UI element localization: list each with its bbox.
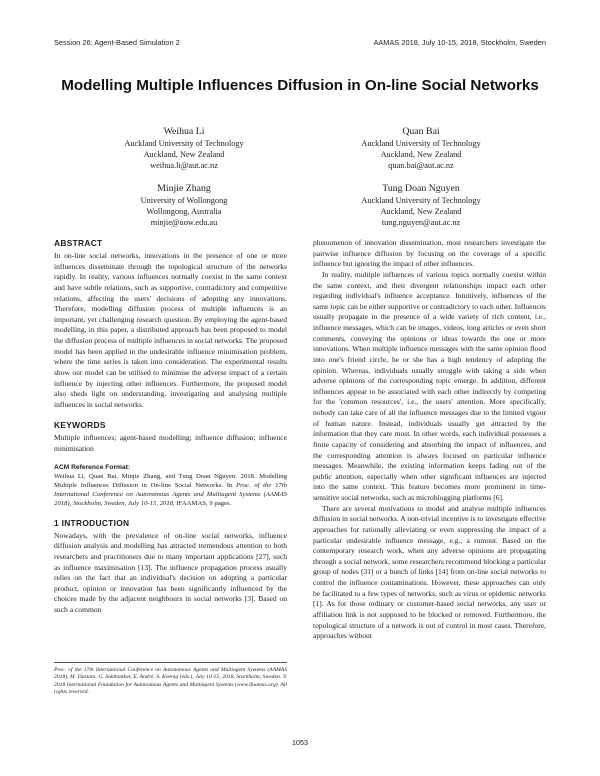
author-block bbox=[311, 182, 531, 228]
author-email: weihua.li@aut.ac.nz bbox=[150, 161, 218, 170]
paper-title: Modelling Multiple Influences Diffusion in On-line Social Networks bbox=[61, 77, 539, 94]
running-header-session: Session 26: Agent-Based Simulation 2 bbox=[54, 38, 180, 47]
acm-reference-tail: IFAAMAS, 9 pages. bbox=[174, 499, 232, 507]
acm-reference-authors: Weihua Li, Quan Bai, Minjie Zhang, and Tung Doan Nguyen. 2018. Modelling Multiple Influences Diffusion in On-line Social Networks. In bbox=[54, 472, 287, 489]
author-block bbox=[74, 182, 294, 228]
author-name: Minjie Zhang bbox=[157, 183, 211, 194]
body-paragraph: In reality, multiple influences of various topics normally coexist within the same context, and their divergent relationships impact each other regarding individual's influence acceptance. Intuitively, influences of the same topic can be either supportive or contradictory to each other. Influences usually propagate in the presence of a wide variety of rich content, i.e., influence messages, which can be images, videos, long articles or even short comments, conveying the opinions or ideas towards the one or more innovations. When multiple influence messages with the same opinion flood into one's friend circle, he or she has a high tendency of adopting the opinion. Whereas, individuals usually struggle with taking a side when adverse opinions of the corresponding topic emerge. In addition, different influences appear to be associated with each other indirectly by competing for the 'common resources', i.e., the users' attention. More specifically, nobody can take care of all the influence messages due to the limited vigour of human nature. Instead, individuals usually get attracted by the information that they care most. In other words, each individual possesses a finite capacity of considering and absorbing the impact of influences, and the corresponding attention is always focused on particular influence messages. Meanwhile, the existing information keeps fading out of the public attention, especially when other significant influences are injected into the same context. This feature becomes more prominent in time-sensitive social networks, such as microblogging platforms [6]. bbox=[313, 269, 546, 502]
left-column bbox=[54, 238, 287, 616]
right-column bbox=[313, 238, 546, 642]
author-affiliation: University of Wollongong bbox=[140, 196, 228, 205]
introduction-heading: 1 INTRODUCTION bbox=[54, 517, 130, 528]
author-affiliation: Auckland University of Technology bbox=[361, 139, 481, 148]
author-block bbox=[311, 125, 531, 171]
author-location: Auckland, New Zealand bbox=[143, 150, 225, 159]
acm-reference-proceedings: Proc. of the 17th International Conference on Autonomous Agents and Multiagent Systems (AAMAS 2018), Stockholm, Sweden, July 10-15, 2018, bbox=[54, 481, 287, 507]
author-affiliation: Auckland University of Technology bbox=[124, 139, 244, 148]
body-paragraph: There are several motivations to model and analyse multiple influences diffusion in social networks. A non-trivial incentive is to investigate effective approaches for rationally alleviating or even suppressing the impact of a particular undesirable influence message, e.g., a rumour. Based on the contemporary research work, when any adverse opinions are propagating through a social network, some researchers recommend blocking a particular group of nodes [31] or a bunch of links [14] from on-line social networks to control the influence contaminations. However, these approaches can only be facilitated to a few types of networks, such as virus or epidemic networks [1]. As for those ordinary or customer-based social networks, any user or affiliation link is not supposed to be blocked or removed. Furthermore, the topological structure of a network is out of control in most cases. Therefore, approaches without bbox=[313, 503, 546, 641]
author-email: tung.nguyen@aut.ac.nz bbox=[381, 218, 461, 227]
introduction-paragraph: Nowadays, with the prevalence of on-line social networks, influence diffusion analysis and modelling has attracted tremendous attention to both researchers and practitioners due to many important applications [27], such as influence maximisation [13]. The influence propagation process usually relies on the fact that an individual's decision on adopting a particular product, opinion or innovation has been significantly influenced by the choices made by the adjacent neighbours in social networks [3]. Based on such a common bbox=[54, 530, 287, 614]
abstract-heading: ABSTRACT bbox=[54, 238, 103, 248]
author-name: Tung Doan Nguyen bbox=[382, 183, 460, 194]
author-block bbox=[74, 125, 294, 171]
keywords-heading: KEYWORDS bbox=[54, 420, 106, 431]
author-location: Wollongong, Australia bbox=[146, 207, 222, 216]
author-location: Auckland, New Zealand bbox=[380, 207, 462, 216]
author-email: minjie@uow.edu.au bbox=[150, 218, 218, 227]
footnote: Proc. of the 17th International Conference on Autonomous Agents and Multiagent Systems (AAMAS 2018), M. Dastani, G. Sukthankar, E. André, S. Koenig (eds.), July 10-15, 2018, Stockholm, Sweden. © 2018 International Foundation for Autonomous Agents and Multiagent Systems (www.ifaamas.org). All rights reserved. bbox=[54, 662, 287, 697]
author-affiliation: Auckland University of Technology bbox=[361, 196, 481, 205]
running-header-venue: AAMAS 2018, July 10-15, 2018, Stockholm, Sweden bbox=[373, 38, 546, 47]
author-location: Auckland, New Zealand bbox=[380, 150, 462, 159]
abstract-text: In on-line social networks, innovations in the presence of one or more influences disseminate through the topological structure of the networks rapidly. In reality, various influences normally coexist in the same context and have subtle relations, such as supportive, contradictory and competitive relations, affecting the users' decisions of adopting any innovations. Therefore, modelling diffusion process of multiple influences is an important, yet challenging research question. By employing the agent-based modelling, in this paper, a distributed approach has been proposed to model the diffusion process of multiple influences in social networks. The proposed model has been applied in the undesirable influence minimisation problem, where the time series is taken into consideration. The experimental results show our model can be utilised to minimise the adverse impact of a certain influence by injecting other influences. Furthermore, the proposed model also sheds light on understanding, investigating and analysing multiple influences in social networks. bbox=[54, 251, 287, 409]
acm-reference-text bbox=[54, 472, 287, 508]
author-name: Weihua Li bbox=[163, 126, 205, 137]
author-email: quan.bai@aut.ac.nz bbox=[388, 161, 454, 170]
body-paragraph: phenomenon of innovation dissemination, most researchers investigate the pairwise influence diffusion by focusing on the coverage of a specific influence but ignoring the impact of other influences. bbox=[313, 238, 546, 269]
author-name: Quan Bai bbox=[402, 126, 440, 137]
acm-reference-heading: ACM Reference Format: bbox=[54, 463, 131, 471]
keywords-text: Multiple influences; agent-based modelling; influence diffusion; influence minimisation bbox=[54, 433, 287, 453]
page-number: 1053 bbox=[292, 738, 308, 747]
